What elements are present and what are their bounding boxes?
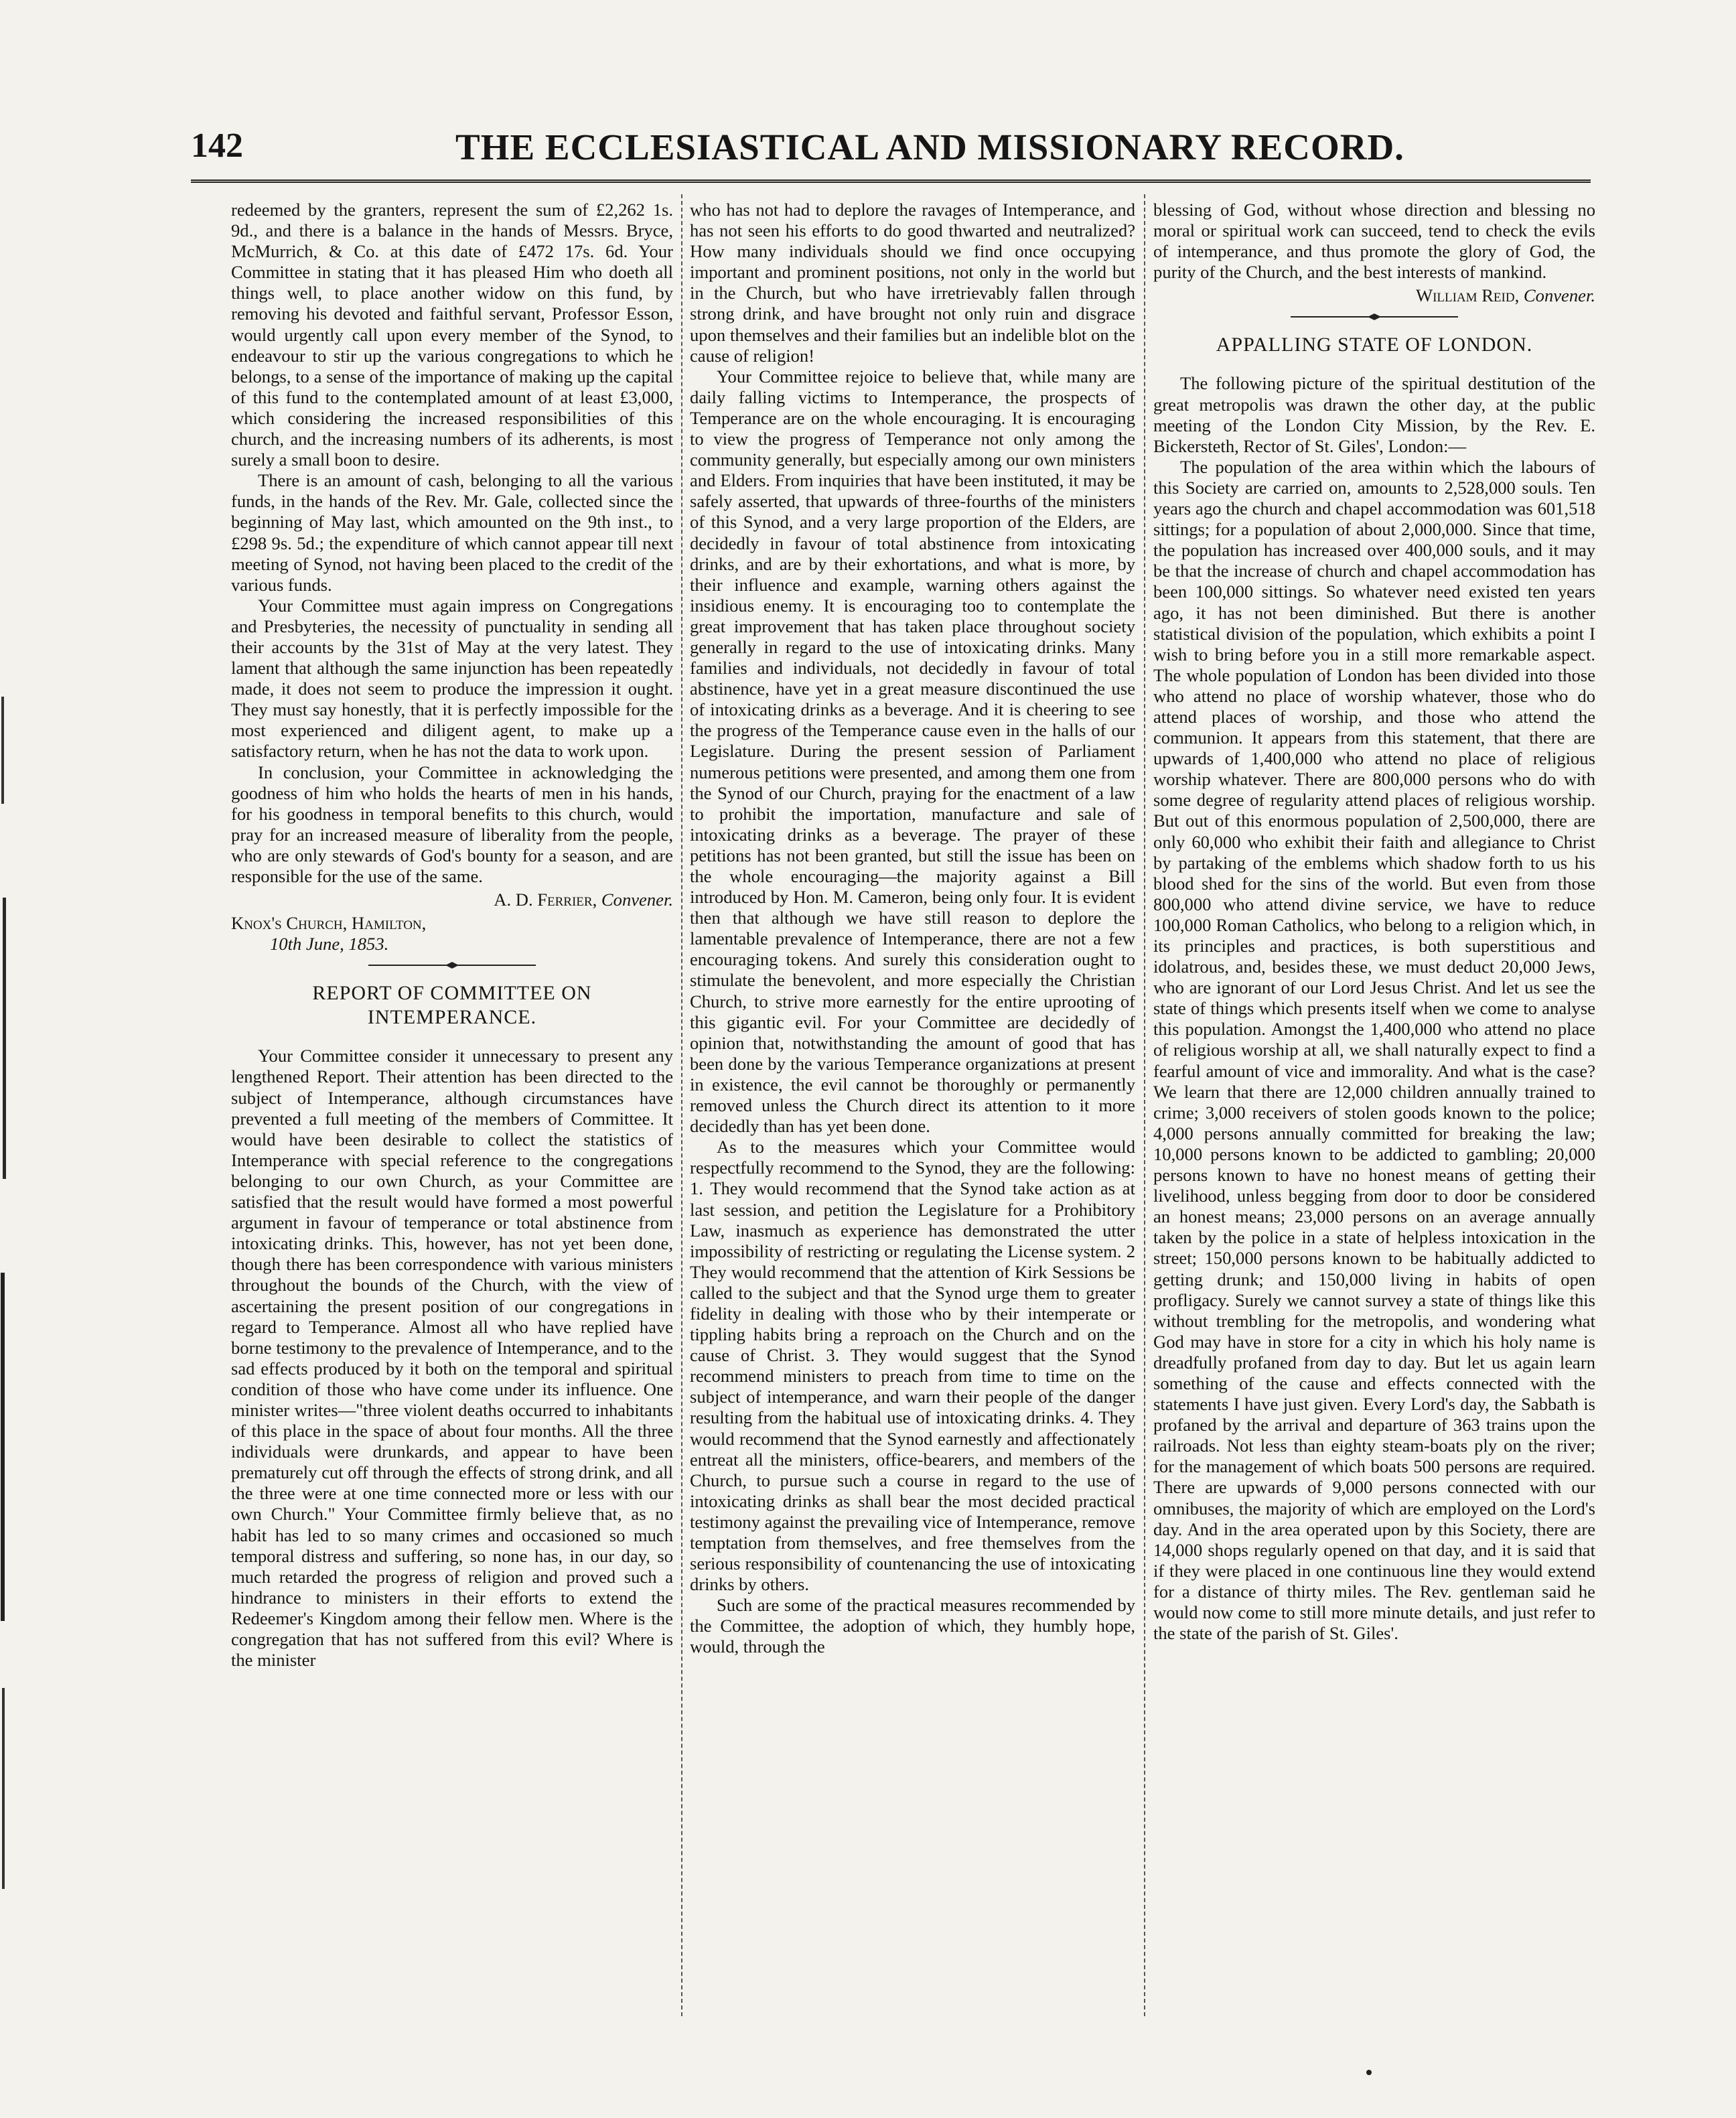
paragraph: Your Committee consider it unnecessary to present any lengthened Report. Their attention has been directed to the subject of Intemperance, although circumstances have prevented a full meeting of the members of Committee. It would have been desirable to collect the statistics of Intemperance with special reference to the congregations belonging to our own Church, as your Committee are satisfied that the result would have formed a most powerful argument in favour of temperance or total abstinence from intoxicating drinks. This, however, has not yet been done, though there has been correspondence with various ministers throughout the bounds of the Church, with the view of ascertaining the present position of our congregations in regard to Temperance. Almost all who have replied have borne testimony to the prevalence of Intemperance, and to the sad effects produced by it both on the temporal and spiritual condition of those who have come under its influence. One minister writes—"three violent deaths occurred to inhabitants of this place in the space of about four months. All the three individuals were drunkards, and appear to have been prematurely cut off through the effects of strong drink, and all the three were at one time connected more or less with our own Church." Your Committee firmly believe that, as no habit has led to so many crimes and occasioned so much temporal distress and suffering, so none has, in our day, so much retarded the progress of religion and proved such a hindrance to ministers in their efforts to extend the Redeemer's Kingdom among their fellow men. Where is the congregation that has not suffered from this evil? Where is the minister <box>231 1046 673 1671</box>
ornament-divider <box>1291 313 1458 321</box>
signature-role: Convener. <box>601 890 673 910</box>
page-number: 142 <box>191 127 243 165</box>
signature-role: Convener. <box>1523 285 1595 306</box>
paragraph: Your Committee must again impress on Congregations and Presbyteries, the necessity of punctuality in sending all their accounts by the 31st of May at the very latest. They lament that although the same injunction has been repeatedly made, it does not seem to produce the impression it ought. They must say honestly, that it is perfectly impossible for the most experienced and diligent agent, to make up a satisfactory return, when he has not the data to work upon. <box>231 595 673 762</box>
column-1 <box>231 200 673 1671</box>
column-divider <box>681 194 682 2016</box>
signature-name: William Reid, <box>1415 285 1520 306</box>
page-header <box>191 126 1587 173</box>
paragraph: The population of the area within which the labours of this Society are carried on, amounts to 2,528,000 souls. Ten years ago the church and chapel accommodation was 601,518 sittings; for a population of about 2,000,000. Since that time, the population has increased over 400,000 souls, and it may be that the increase of church and chapel accommodation has been 100,000 sittings. So whatever need existed ten years ago, it has not been diminished. But there is another statistical division of the population, which exhibits a point I wish to bring before you in a still more remarkable aspect. The whole population of London has been divided into those who attend no place of worship whatever, those who do attend places of worship, and those who attend the communion. It appears from this statement, that there are upwards of 1,400,000 who attend no place of religious worship whatever. There are 800,000 persons who do with some degree of regularity attend places of religious worship. But out of this enormous population of 2,500,000, there are only 60,000 who exhibit their faith and allegiance to Christ by partaking of the emblems which shadow forth to us his blood shed for the sins of the world. But even from those 800,000 who attend divine service, we have to reduce 100,000 Roman Catholics, who belong to a religion which, in its principles and practices, is both superstitious and idolatrous, and, besides these, we must deduct 20,000 Jews, who are ignorant of our Lord Jesus Christ. And let us see the state of things which presents itself when we come to analyse this population. Amongst the 1,400,000 who attend no place of religious worship at all, we shall naturally expect to find a fearful amount of vice and immorality. And what is the case? We learn that there are 12,000 children annually trained to crime; 3,000 receivers of stolen goods known to the police; 4,000 persons annually committed for breaking the law; 10,000 persons known to be addicted to gambling; 20,000 persons known to have no honest means of getting their livelihood, unless begging from door to door be considered an honest means; 23,000 persons on an average annually taken by the police in a state of helpless intoxication in the street; 150,000 persons known to be habitually addicted to getting drunk; and 150,000 living in habits of open profligacy. Surely we cannot survey a state of things like this without trembling for the metropolis, and wondering what God may have in store for a city in which his holy name is dreadfully profaned from day to day. But let us again learn something of the cause and effects connected with the statements I have just given. Every Lord's day, the Sabbath is profaned by the arrival and departure of 363 trains upon the railroads. Not less than eighty steam-boats ply on the river; for the management of which boats 500 persons are required. There are upwards of 9,000 persons connected with our omnibuses, the majority of which are employed on the Lord's day. And in the area operated upon by this Society, there are 14,000 shops regularly opened on that day, and it is said that if they were placed in one continuous line they would extend for a distance of thirty miles. The Rev. gentleman said he would now come to still more minute details, and just refer to the state of the parish of St. Giles'. <box>1153 456 1595 1644</box>
paragraph: There is an amount of cash, belonging to all the various funds, in the hands of the Rev. Mr. Gale, collected since the beginning of May last, which amounted on the 9th inst., to £298 9s. 5d.; the expenditure of which cannot appear till next meeting of Synod, not having been placed to the credit of the various funds. <box>231 470 673 595</box>
binding-edge-marks <box>0 697 11 1902</box>
column-2 <box>690 200 1135 1658</box>
column-divider <box>1144 194 1145 2016</box>
section-title: APPALLING STATE OF LONDON. <box>1216 334 1533 356</box>
section-title: REPORT OF COMMITTEE ON INTEMPERANCE. <box>312 982 592 1029</box>
place-line: Knox's Church, Hamilton, <box>231 913 427 934</box>
signature <box>231 890 673 910</box>
paragraph: who has not had to deplore the ravages of Intemperance, and has not seen his efforts to do good thwarted and neutralized? How many individuals should we find once occupying important and prominent positions, not only in the world but in the Church, but who have irretrievably fallen through strong drink, and have brought not only ruin and disgrace upon themselves and their families but an indelible blot on the cause of religion! <box>690 200 1135 366</box>
paragraph: Your Committee rejoice to believe that, while many are daily falling victims to Intemperance, the prospects of Temperance are on the whole encouraging. It is encouraging to view the progress of Temperance not only among the community generally, but especially among our own ministers and Elders. From inquiries that have been instituted, it may be safely asserted, that upwards of three-fourths of the ministers of this Synod, and a very large proportion of the Elders, are decidedly in favour of total abstinence from intoxicating drinks, and are by their exhortations, and what is more, by their influence and example, warning others against the insidious enemy. It is encouraging too to contemplate the great improvement that has taken place throughout society generally in regard to the use of intoxicating drinks. Many families and individuals, not decidedly in favour of total abstinence, have yet in a great measure discontinued the use of intoxicating drinks as a beverage. And it is cheering to see the progress of the Temperance cause even in the halls of our Legislature. During the present session of Parliament numerous petitions were presented, and among them one from the Synod of our Church, praying for the enactment of a law to prohibit the importation, manufacture and sale of intoxicating drinks as a beverage. The prayer of these petitions has not been granted, but still the issue has been on the whole encouraging—the majority against a Bill introduced by Hon. M. Cameron, being only four. It is evident then that although we have still reason to deplore the lamentable prevalence of Intemperance, there are not a few encouraging tokens. And surely this consideration ought to stimulate the benevolent, and more especially the Christian Church, to strive more earnestly for the entire uprooting of this gigantic evil. For your Committee are decidedly of opinion that, notwithstanding the amount of good that has been done by the various Temperance organizations at present in existence, the evil cannot be thoroughly or permanently removed unless the Church direct its attention to it more decidedly than has yet been done. <box>690 366 1135 1137</box>
ornament-divider <box>368 961 536 969</box>
paragraph: Such are some of the practical measures recommended by the Committee, the adoption of which, they humbly hope, would, through the <box>690 1595 1135 1657</box>
paragraph: As to the measures which your Committee would respectfully recommend to the Synod, they are the following: 1. They would recommend that the Synod take action as at last session, and petition the Legislature for a Prohibitory Law, inasmuch as experience has demonstrated the utter impossibility of restricting or regulating the License system. 2 They would recommend that the attention of Kirk Sessions be called to the subject and that the Synod urge them to greater fidelity in dealing with those who by their intemperate or tippling habits bring a reproach on the Church and on the cause of Christ. 3. They would suggest that the Synod recommend ministers to preach from time to time on the subject of intemperance, and warn their people of the danger resulting from the habitual use of intoxicating drinks. 4. They would recommend that the Synod earnestly and affectionately entreat all the ministers, office-bearers, and members of the Church, to pursue such a course in regard to the use of intoxicating drinks as shall bear the most decided practical testimony against the prevailing vice of Intemperance, remove temptation from themselves, and free themselves from the serious responsibility of countenancing the use of intoxicating drinks by others. <box>690 1137 1135 1595</box>
header-rule <box>191 180 1591 183</box>
paragraph: blessing of God, without whose direction and blessing no moral or spiritual work can succeed, tend to check the evils of intemperance, and thus promote the glory of God, the purity of the Church, and the best interests of mankind. <box>1153 200 1595 283</box>
signature <box>1153 285 1595 306</box>
signature-name: A. D. Ferrier, <box>494 890 597 910</box>
column-3 <box>1153 200 1595 1644</box>
paragraph: The following picture of the spiritual destitution of the great metropolis was drawn the other day, at the public meeting of the London City Mission, by the Rev. E. Bickersteth, Rector of St. Giles', London:— <box>1153 373 1595 456</box>
ink-spot <box>1366 2070 1372 2075</box>
date-line: 10th June, 1853. <box>270 934 389 955</box>
journal-title: THE ECCLESIASTICAL AND MISSIONARY RECORD. <box>455 127 1404 167</box>
paragraph: redeemed by the granters, represent the sum of £2,262 1s. 9d., and there is a balance in the hands of Messrs. Bryce, McMurrich, & Co. at this date of £472 17s. 6d. Your Committee in stating that it has pleased Him who doeth all things well, to place another widow on this fund, by removing his devoted and faithful servant, Professor Esson, would urgently call upon every member of the Synod, to endeavour to stir up the various congregations to which he belongs, to a sense of the importance of making up the capital of this fund to the contemplated amount of at least £3,000, which considering the increased responsibilities of this church, and the increasing numbers of its adherents, is most surely a small boon to desire. <box>231 200 673 470</box>
paragraph: In conclusion, your Committee in acknowledging the goodness of him who holds the hearts of men in his hands, for his goodness in temporal benefits to this church, would pray for an increased measure of liberality from the people, who are only stewards of God's bounty for a season, and are responsible for the use of the same. <box>231 762 673 886</box>
